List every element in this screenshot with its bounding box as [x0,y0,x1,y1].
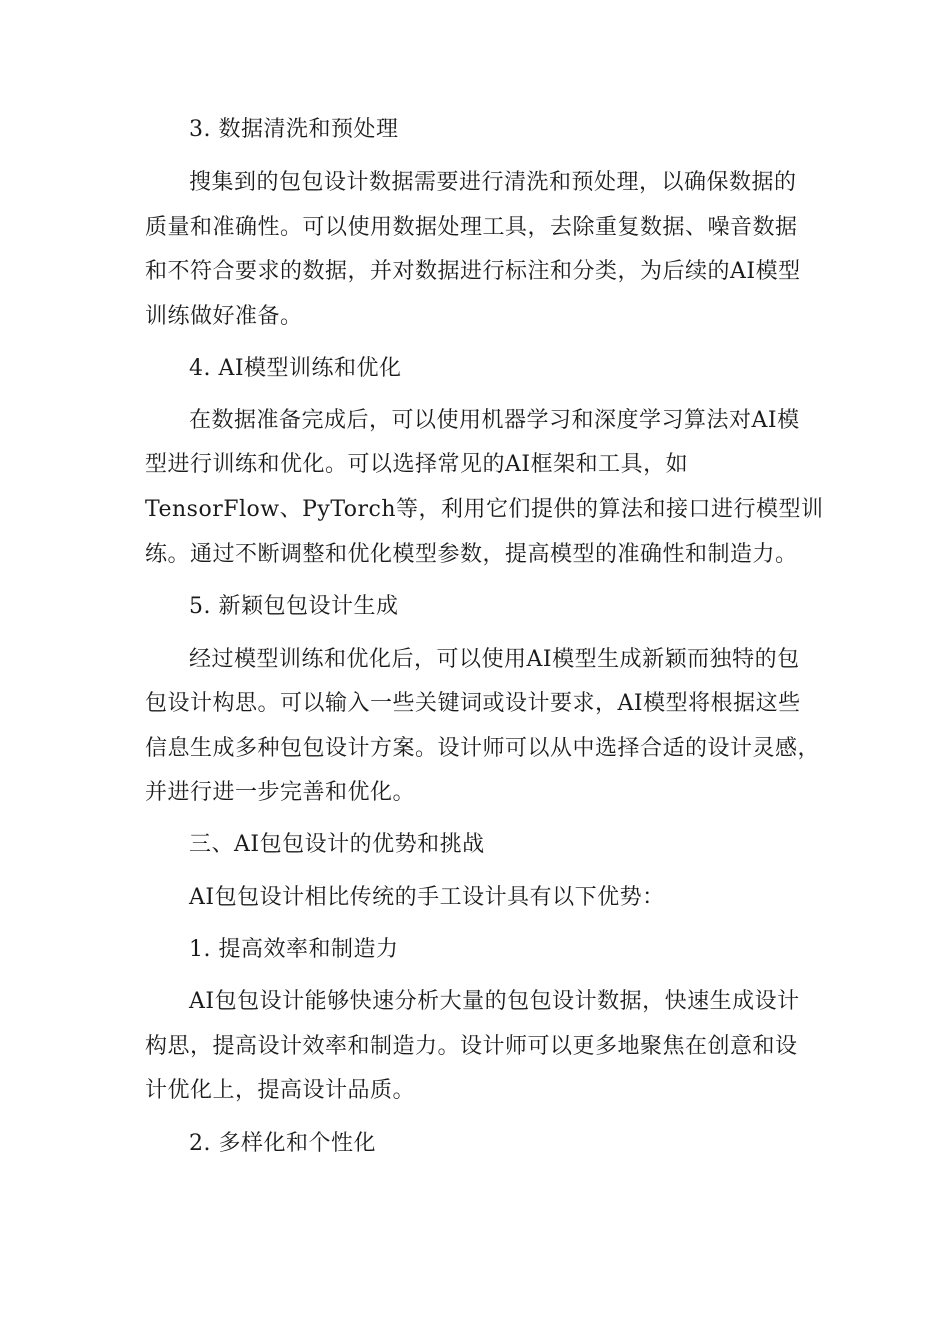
paragraph-line: 型进行训练和优化。可以选择常见的AI框架和工具，如 [145,452,689,477]
paragraph-line: 训练做好准备。 [145,304,303,329]
paragraph-line: 信息生成多种包包设计方案。设计师可以从中选择合适的设计灵感， [145,736,821,761]
paragraph-line: 包设计构思。可以输入一些关键词或设计要求，AI模型将根据这些 [145,691,801,716]
paragraph-line: 搜集到的包包设计数据需要进行清洗和预处理，以确保数据的 [189,170,797,195]
paragraph-line: 计优化上，提高设计品质。 [145,1078,416,1103]
heading-model-training: 4. AI模型训练和优化 [189,356,402,381]
paragraph-line: 在数据准备完成后，可以使用机器学习和深度学习算法对AI模 [189,408,800,433]
paragraph-line: 经过模型训练和优化后，可以使用AI模型生成新颖而独特的包 [189,647,800,672]
paragraph-line: 练。通过不断调整和优化模型参数，提高模型的准确性和制造力。 [145,542,798,567]
heading-data-cleaning: 3. 数据清洗和预处理 [189,117,399,142]
section-heading-advantages: 三、AI包包设计的优势和挑战 [189,832,485,857]
paragraph-line: 构思，提高设计效率和制造力。设计师可以更多地聚焦在创意和设 [145,1034,798,1059]
paragraph-line: TensorFlow、PyTorch等，利用它们提供的算法和接口进行模型训 [145,497,824,522]
heading-efficiency: 1. 提高效率和制造力 [189,937,399,962]
heading-design-generation: 5. 新颖包包设计生成 [189,594,399,619]
paragraph-line: 和不符合要求的数据，并对数据进行标注和分类，为后续的AI模型 [145,259,801,284]
paragraph-line: AI包包设计能够快速分析大量的包包设计数据，快速生成设计 [189,989,800,1014]
section-intro: AI包包设计相比传统的手工设计具有以下优势： [189,885,665,910]
paragraph-line: 并进行进一步完善和优化。 [145,780,416,805]
heading-diversity: 2. 多样化和个性化 [189,1131,376,1156]
paragraph-line: 质量和准确性。可以使用数据处理工具，去除重复数据、噪音数据 [145,215,798,240]
